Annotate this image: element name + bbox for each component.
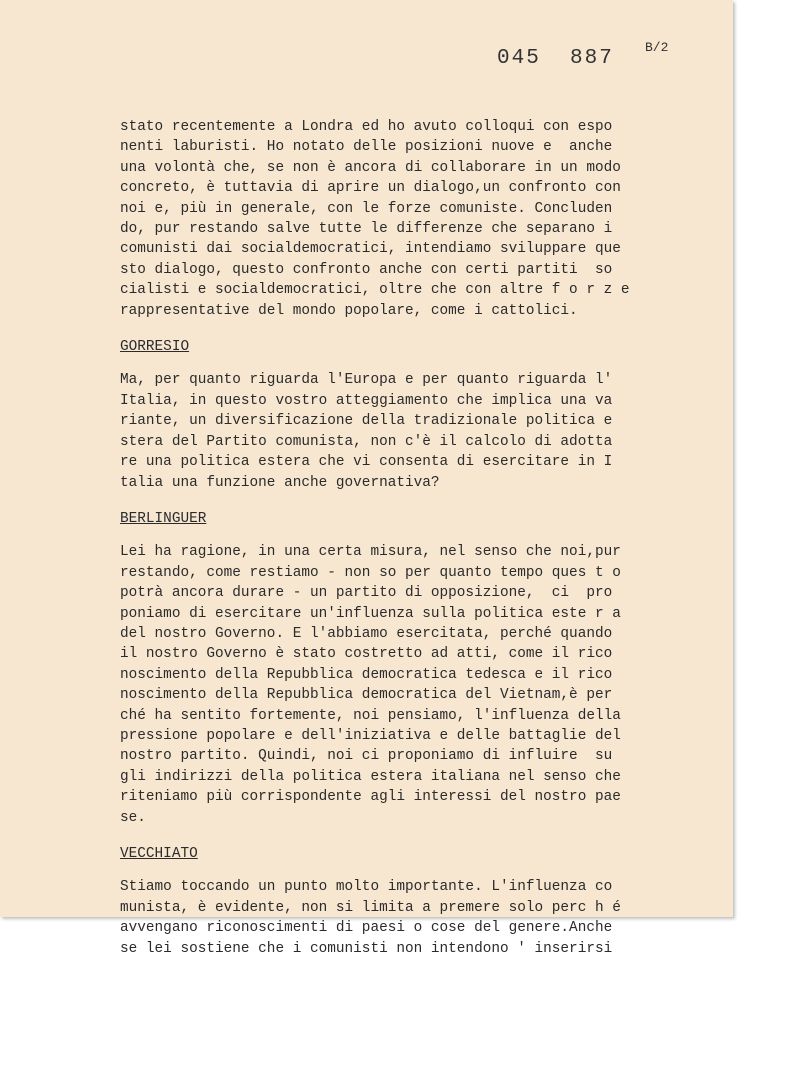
text-line: riteniamo più corrispondente agli interessi del nostro pae bbox=[120, 789, 621, 806]
text-line: poniamo di esercitare un'influenza sulla politica este r a bbox=[120, 605, 621, 622]
text-line: ché ha sentito fortemente, noi pensiamo, l'influenza della bbox=[120, 707, 621, 724]
text-line: avvengano riconoscimenti di paesi o cose del genere.Anche bbox=[120, 920, 613, 937]
text-line: se lei sostiene che i comunisti non intendono ' inserirsi bbox=[120, 940, 613, 957]
text-line: noscimento della Repubblica democratica del Vietnam,è per bbox=[120, 687, 613, 704]
text-line: talia una funzione anche governativa? bbox=[120, 474, 440, 491]
text-line: stera del Partito comunista, non c'è il calcolo di adotta bbox=[120, 433, 613, 450]
text-line: sto dialogo, questo confronto anche con certi partiti so bbox=[120, 261, 613, 278]
paragraph-intro bbox=[120, 117, 680, 321]
text-line: del nostro Governo. E l'abbiamo esercitata, perché quando bbox=[120, 625, 613, 642]
text-line: potrà ancora durare - un partito di opposizione, ci pro bbox=[120, 585, 613, 602]
text-line: nostro partito. Quindi, noi ci proponiamo di influire su bbox=[120, 748, 613, 765]
paragraph-berlinguer bbox=[120, 542, 680, 828]
text-line: noi e, più in generale, con le forze comuniste. Concluden bbox=[120, 200, 613, 217]
text-line: Ma, per quanto riguarda l'Europa e per quanto riguarda l' bbox=[120, 372, 613, 389]
text-line: concreto, è tuttavia di aprire un dialogo,un confronto con bbox=[120, 180, 621, 197]
text-line: nenti laburisti. Ho notato delle posizioni nuove e anche bbox=[120, 139, 613, 156]
speaker-heading: VECCHIATO bbox=[120, 846, 198, 862]
text-line: pressione popolare e dell'iniziativa e delle battaglie del bbox=[120, 727, 621, 744]
text-line: Italia, in questo vostro atteggiamento che implica una va bbox=[120, 392, 613, 409]
text-line: stato recentemente a Londra ed ho avuto colloqui con espo bbox=[120, 119, 613, 135]
sheet-reference: B/2 bbox=[645, 40, 669, 55]
document-body bbox=[120, 117, 680, 959]
text-line: una volontà che, se non è ancora di collaborare in un modo bbox=[120, 159, 621, 176]
text-line: noscimento della Repubblica democratica tedesca e il rico bbox=[120, 666, 613, 683]
text-line: restando, come restiamo - non so per quanto tempo ques t o bbox=[120, 564, 621, 581]
speaker-heading: GORRESIO bbox=[120, 339, 190, 356]
paragraph-gorresio bbox=[120, 370, 680, 492]
text-line: Lei ha ragione, in una certa misura, nel senso che noi,pur bbox=[120, 544, 621, 561]
archive-number: 045 887 bbox=[497, 47, 614, 70]
speaker-heading: BERLINGUER bbox=[120, 510, 207, 527]
paragraph-vecchiato bbox=[120, 877, 680, 959]
text-line: Stiamo toccando un punto molto importante. L'influenza co bbox=[120, 879, 613, 896]
text-line: rappresentative del mondo popolare, come i cattolici. bbox=[120, 302, 578, 319]
text-line: il nostro Governo è stato costretto ad atti, come il rico bbox=[120, 646, 613, 663]
text-line: gli indirizzi della politica estera italiana nel senso che bbox=[120, 768, 621, 785]
text-line: comunisti dai socialdemocratici, intendiamo sviluppare que bbox=[120, 241, 621, 258]
text-line: riante, un diversificazione della tradizionale politica e bbox=[120, 413, 613, 430]
text-line: re una politica estera che vi consenta di esercitare in I bbox=[120, 454, 613, 471]
text-line: munista, è evidente, non si limita a premere solo perc h é bbox=[120, 899, 621, 916]
text-line: se. bbox=[120, 809, 146, 826]
text-line: do, pur restando salve tutte le differenze che separano i bbox=[120, 221, 613, 238]
text-line: cialisti e socialdemocratici, oltre che con altre f o r z e bbox=[120, 282, 630, 299]
